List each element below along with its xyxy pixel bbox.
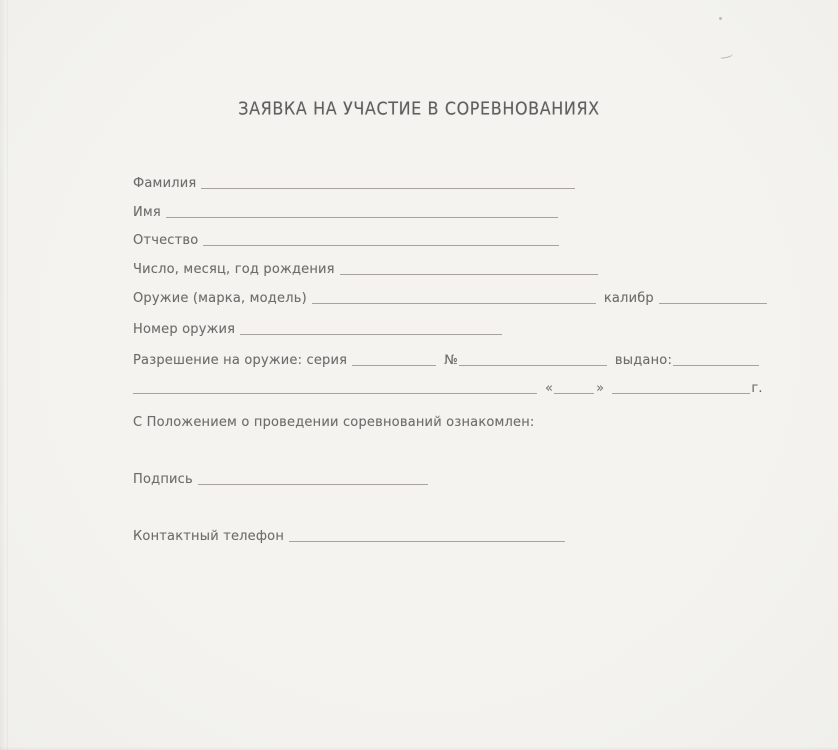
field-row-weapon: [133, 291, 767, 306]
document-title: ЗАЯВКА НА УЧАСТИЕ В СОРЕВНОВАНИЯХ: [238, 97, 600, 120]
permit-issued-blank-line: [673, 364, 759, 366]
weapon-number-label: Номер оружия: [133, 322, 236, 337]
field-row-permit-continuation: [133, 381, 763, 396]
field-row-signature: [133, 472, 428, 487]
permit-series-blank-line: [352, 364, 436, 366]
surname-label: Фамилия: [133, 176, 197, 191]
scan-edge-shadow: [7, 0, 8, 750]
weapon-number-blank-line: [240, 333, 502, 335]
field-row-permit: [133, 353, 759, 368]
field-row-weapon-number: [133, 322, 502, 337]
scan-speck-scratch: [720, 52, 734, 59]
field-row-phone: [133, 529, 565, 544]
patronymic-label: Отчество: [133, 233, 199, 248]
scan-speck-dot: [719, 17, 722, 20]
date-day-blank-line: [554, 392, 594, 394]
signature-label: Подпись: [133, 472, 193, 487]
firstname-blank-line: [166, 216, 558, 218]
birthdate-blank-line: [340, 273, 598, 275]
weapon-label: Оружие (марка, модель): [133, 291, 307, 306]
firstname-label: Имя: [133, 205, 161, 220]
phone-label: Контактный телефон: [133, 529, 285, 544]
birthdate-label: Число, месяц, год рождения: [133, 262, 335, 277]
date-year-suffix: г.: [751, 381, 763, 396]
caliber-blank-line: [659, 302, 767, 304]
phone-blank-line: [289, 540, 565, 542]
acknowledged-label: С Положением о проведении соревнований ознакомлен:: [133, 415, 535, 430]
caliber-label: калибр: [603, 291, 654, 306]
permit-no-blank-line: [459, 364, 607, 366]
date-open-quote: «: [545, 381, 554, 396]
permit-series-label: Разрешение на оружие: серия: [133, 353, 348, 368]
date-close-quote: »: [596, 381, 605, 396]
weapon-blank-line: [312, 302, 596, 304]
permit-continuation-blank-line: [133, 392, 537, 394]
permit-issued-label: выдано:: [614, 353, 673, 368]
surname-blank-line: [201, 187, 575, 189]
field-row-birthdate: [133, 262, 598, 277]
date-month-blank-line: [612, 392, 750, 394]
signature-blank-line: [198, 483, 428, 485]
acknowledged-statement: [133, 415, 535, 430]
permit-no-label: №: [444, 353, 458, 368]
field-row-firstname: [133, 205, 558, 220]
patronymic-blank-line: [203, 244, 559, 246]
field-row-surname: [133, 176, 575, 191]
field-row-patronymic: [133, 233, 559, 248]
